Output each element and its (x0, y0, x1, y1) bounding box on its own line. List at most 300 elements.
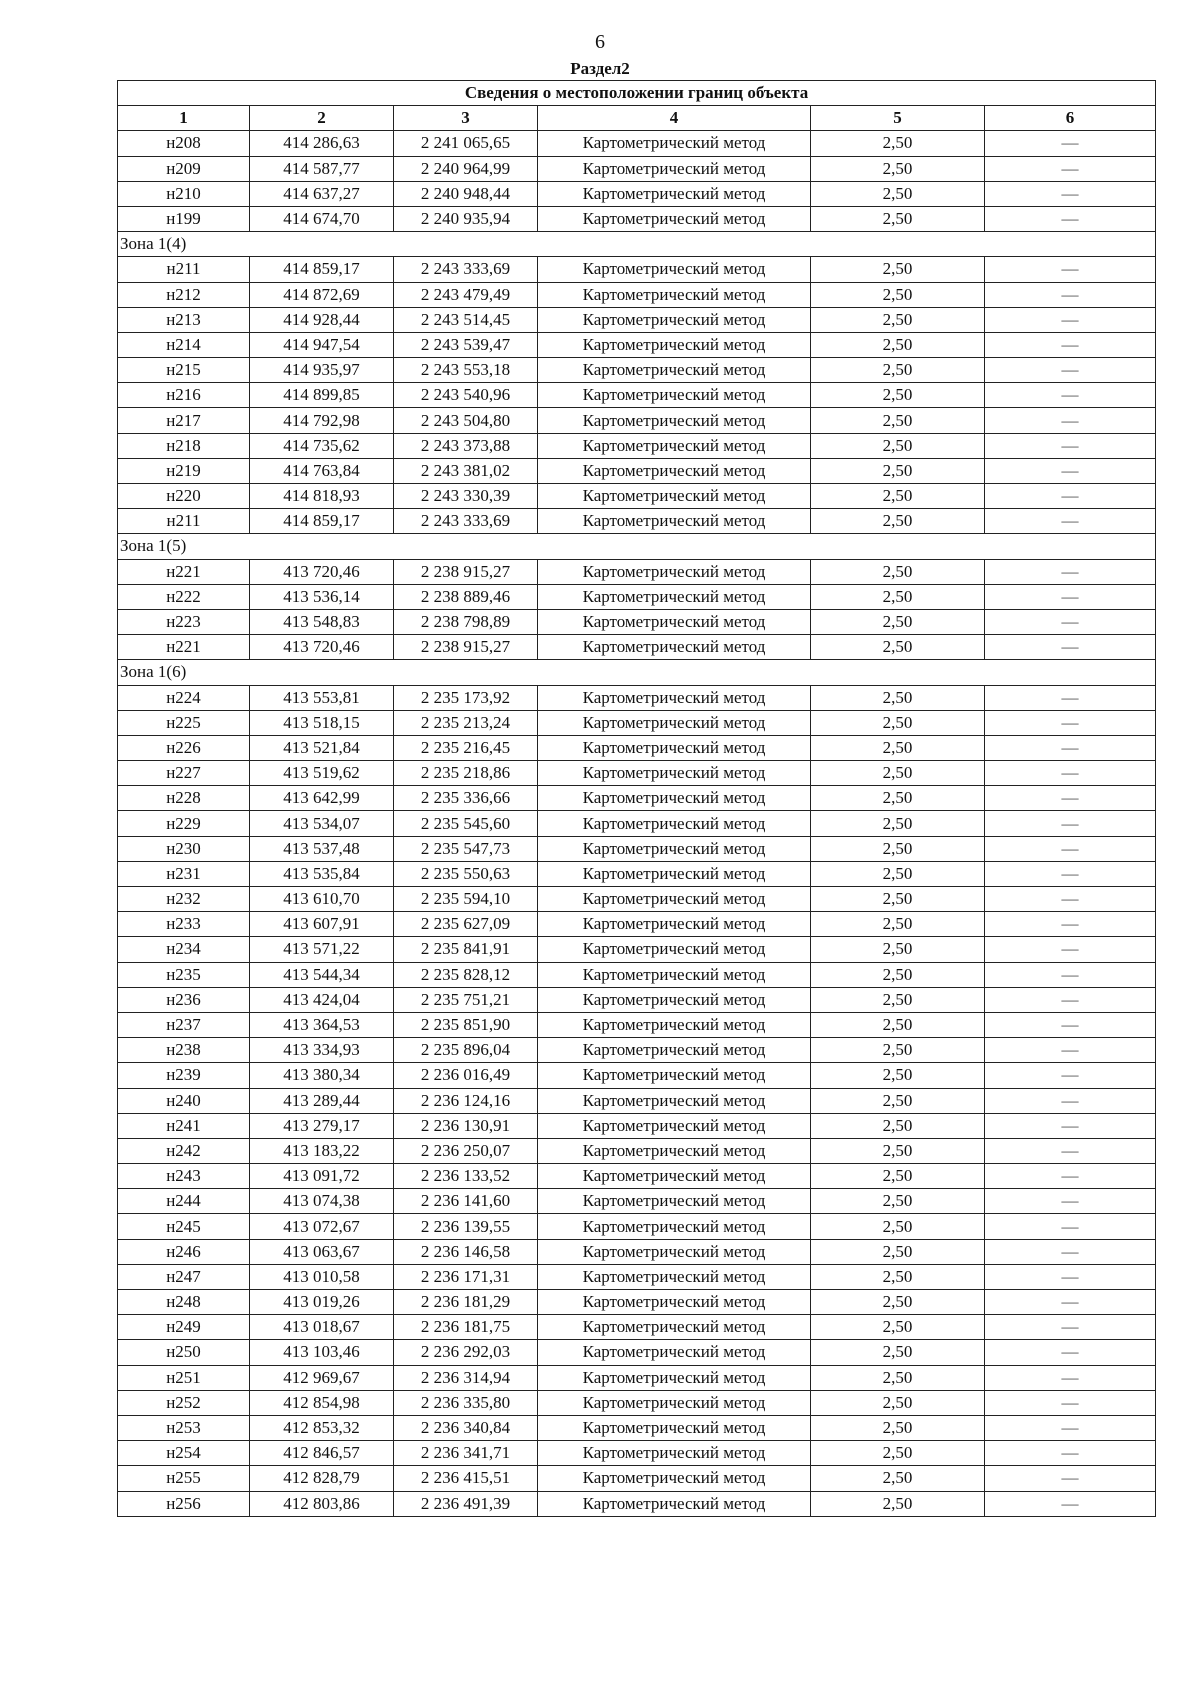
point-id-cell: н214 (118, 332, 250, 357)
accuracy-cell: 2,50 (811, 332, 985, 357)
accuracy-cell: 2,50 (811, 1340, 985, 1365)
x-coordinate-cell: 413 534,07 (250, 811, 394, 836)
description-cell: — (985, 1466, 1156, 1491)
x-coordinate-cell: 413 103,46 (250, 1340, 394, 1365)
y-coordinate-cell: 2 235 218,86 (394, 761, 538, 786)
y-coordinate-cell: 2 243 539,47 (394, 332, 538, 357)
table-row (118, 282, 1156, 307)
method-cell: Картометрический метод (538, 257, 811, 282)
y-coordinate-cell: 2 238 915,27 (394, 635, 538, 660)
method-cell: Картометрический метод (538, 1214, 811, 1239)
table-row (118, 1189, 1156, 1214)
y-coordinate-cell: 2 243 479,49 (394, 282, 538, 307)
point-id-cell: н227 (118, 761, 250, 786)
y-coordinate-cell: 2 243 330,39 (394, 484, 538, 509)
table-row (118, 1441, 1156, 1466)
column-header-2: 2 (250, 106, 394, 131)
accuracy-cell: 2,50 (811, 912, 985, 937)
x-coordinate-cell: 413 521,84 (250, 735, 394, 760)
description-cell: — (985, 484, 1156, 509)
description-cell: — (985, 408, 1156, 433)
column-header-6: 6 (985, 106, 1156, 131)
zone-header-row (118, 534, 1156, 559)
table-row (118, 761, 1156, 786)
table-row (118, 937, 1156, 962)
point-id-cell: н208 (118, 131, 250, 156)
point-id-cell: н241 (118, 1113, 250, 1138)
table-row (118, 1466, 1156, 1491)
description-cell: — (985, 1214, 1156, 1239)
x-coordinate-cell: 413 544,34 (250, 962, 394, 987)
description-cell: — (985, 181, 1156, 206)
x-coordinate-cell: 413 720,46 (250, 559, 394, 584)
method-cell: Картометрический метод (538, 358, 811, 383)
point-id-cell: н219 (118, 458, 250, 483)
point-id-cell: н199 (118, 206, 250, 231)
table-row (118, 887, 1156, 912)
point-id-cell: н213 (118, 307, 250, 332)
x-coordinate-cell: 414 763,84 (250, 458, 394, 483)
method-cell: Картометрический метод (538, 206, 811, 231)
table-row (118, 1012, 1156, 1037)
x-coordinate-cell: 412 854,98 (250, 1390, 394, 1415)
accuracy-cell: 2,50 (811, 433, 985, 458)
method-cell: Картометрический метод (538, 1189, 811, 1214)
x-coordinate-cell: 413 183,22 (250, 1138, 394, 1163)
column-header-row (118, 106, 1156, 131)
y-coordinate-cell: 2 236 141,60 (394, 1189, 538, 1214)
method-cell: Картометрический метод (538, 156, 811, 181)
description-cell: — (985, 206, 1156, 231)
y-coordinate-cell: 2 236 491,39 (394, 1491, 538, 1516)
description-cell: — (985, 1290, 1156, 1315)
description-cell: — (985, 1189, 1156, 1214)
x-coordinate-cell: 413 536,14 (250, 584, 394, 609)
x-coordinate-cell: 414 674,70 (250, 206, 394, 231)
description-cell: — (985, 710, 1156, 735)
x-coordinate-cell: 414 859,17 (250, 509, 394, 534)
description-cell: — (985, 1088, 1156, 1113)
accuracy-cell: 2,50 (811, 383, 985, 408)
accuracy-cell: 2,50 (811, 710, 985, 735)
description-cell: — (985, 257, 1156, 282)
method-cell: Картометрический метод (538, 1239, 811, 1264)
description-cell: — (985, 635, 1156, 660)
x-coordinate-cell: 413 642,99 (250, 786, 394, 811)
table-row (118, 811, 1156, 836)
table-row (118, 1491, 1156, 1516)
description-cell: — (985, 1164, 1156, 1189)
accuracy-cell: 2,50 (811, 1290, 985, 1315)
description-cell: — (985, 1441, 1156, 1466)
method-cell: Картометрический метод (538, 1138, 811, 1163)
x-coordinate-cell: 413 518,15 (250, 710, 394, 735)
x-coordinate-cell: 413 072,67 (250, 1214, 394, 1239)
description-cell: — (985, 987, 1156, 1012)
table-row (118, 584, 1156, 609)
accuracy-cell: 2,50 (811, 458, 985, 483)
method-cell: Картометрический метод (538, 761, 811, 786)
table-row (118, 1264, 1156, 1289)
point-id-cell: н256 (118, 1491, 250, 1516)
description-cell: — (985, 962, 1156, 987)
description-cell: — (985, 685, 1156, 710)
accuracy-cell: 2,50 (811, 1441, 985, 1466)
description-cell: — (985, 509, 1156, 534)
y-coordinate-cell: 2 236 146,58 (394, 1239, 538, 1264)
method-cell: Картометрический метод (538, 937, 811, 962)
y-coordinate-cell: 2 236 415,51 (394, 1466, 538, 1491)
description-cell: — (985, 1012, 1156, 1037)
point-id-cell: н224 (118, 685, 250, 710)
description-cell: — (985, 887, 1156, 912)
accuracy-cell: 2,50 (811, 1138, 985, 1163)
zone-label: Зона 1(5) (118, 534, 1156, 559)
method-cell: Картометрический метод (538, 861, 811, 886)
x-coordinate-cell: 414 859,17 (250, 257, 394, 282)
y-coordinate-cell: 2 235 216,45 (394, 735, 538, 760)
description-cell: — (985, 1390, 1156, 1415)
table-body (118, 131, 1156, 1516)
x-coordinate-cell: 414 792,98 (250, 408, 394, 433)
table-row (118, 710, 1156, 735)
table-row (118, 383, 1156, 408)
table-row (118, 408, 1156, 433)
y-coordinate-cell: 2 243 381,02 (394, 458, 538, 483)
point-id-cell: н246 (118, 1239, 250, 1264)
column-header-3: 3 (394, 106, 538, 131)
point-id-cell: н248 (118, 1290, 250, 1315)
method-cell: Картометрический метод (538, 836, 811, 861)
description-cell: — (985, 811, 1156, 836)
description-cell: — (985, 1264, 1156, 1289)
point-id-cell: н221 (118, 635, 250, 660)
point-id-cell: н211 (118, 509, 250, 534)
table-row (118, 358, 1156, 383)
accuracy-cell: 2,50 (811, 559, 985, 584)
y-coordinate-cell: 2 243 504,80 (394, 408, 538, 433)
accuracy-cell: 2,50 (811, 1264, 985, 1289)
accuracy-cell: 2,50 (811, 181, 985, 206)
y-coordinate-cell: 2 240 935,94 (394, 206, 538, 231)
x-coordinate-cell: 413 535,84 (250, 861, 394, 886)
description-cell: — (985, 559, 1156, 584)
accuracy-cell: 2,50 (811, 1063, 985, 1088)
accuracy-cell: 2,50 (811, 131, 985, 156)
x-coordinate-cell: 413 010,58 (250, 1264, 394, 1289)
table-row (118, 912, 1156, 937)
method-cell: Картометрический метод (538, 484, 811, 509)
description-cell: — (985, 1415, 1156, 1440)
point-id-cell: н211 (118, 257, 250, 282)
y-coordinate-cell: 2 243 540,96 (394, 383, 538, 408)
accuracy-cell: 2,50 (811, 1415, 985, 1440)
description-cell: — (985, 1239, 1156, 1264)
y-coordinate-cell: 2 241 065,65 (394, 131, 538, 156)
y-coordinate-cell: 2 243 333,69 (394, 257, 538, 282)
x-coordinate-cell: 414 637,27 (250, 181, 394, 206)
description-cell: — (985, 1315, 1156, 1340)
description-cell: — (985, 358, 1156, 383)
point-id-cell: н244 (118, 1189, 250, 1214)
point-id-cell: н237 (118, 1012, 250, 1037)
accuracy-cell: 2,50 (811, 937, 985, 962)
table-row (118, 433, 1156, 458)
method-cell: Картометрический метод (538, 1264, 811, 1289)
table-row (118, 559, 1156, 584)
table-row (118, 987, 1156, 1012)
table-row (118, 861, 1156, 886)
point-id-cell: н217 (118, 408, 250, 433)
x-coordinate-cell: 412 846,57 (250, 1441, 394, 1466)
x-coordinate-cell: 414 928,44 (250, 307, 394, 332)
point-id-cell: н220 (118, 484, 250, 509)
description-cell: — (985, 786, 1156, 811)
description-cell: — (985, 1491, 1156, 1516)
table-row (118, 735, 1156, 760)
method-cell: Картометрический метод (538, 811, 811, 836)
accuracy-cell: 2,50 (811, 1239, 985, 1264)
y-coordinate-cell: 2 235 751,21 (394, 987, 538, 1012)
method-cell: Картометрический метод (538, 307, 811, 332)
point-id-cell: н243 (118, 1164, 250, 1189)
accuracy-cell: 2,50 (811, 484, 985, 509)
y-coordinate-cell: 2 235 841,91 (394, 937, 538, 962)
accuracy-cell: 2,50 (811, 1038, 985, 1063)
x-coordinate-cell: 412 969,67 (250, 1365, 394, 1390)
table-row (118, 1239, 1156, 1264)
accuracy-cell: 2,50 (811, 156, 985, 181)
x-coordinate-cell: 412 828,79 (250, 1466, 394, 1491)
table-title-row (118, 81, 1156, 106)
method-cell: Картометрический метод (538, 383, 811, 408)
method-cell: Картометрический метод (538, 786, 811, 811)
point-id-cell: н221 (118, 559, 250, 584)
y-coordinate-cell: 2 238 915,27 (394, 559, 538, 584)
accuracy-cell: 2,50 (811, 408, 985, 433)
description-cell: — (985, 1063, 1156, 1088)
point-id-cell: н232 (118, 887, 250, 912)
y-coordinate-cell: 2 236 016,49 (394, 1063, 538, 1088)
point-id-cell: н233 (118, 912, 250, 937)
method-cell: Картометрический метод (538, 433, 811, 458)
method-cell: Картометрический метод (538, 710, 811, 735)
accuracy-cell: 2,50 (811, 987, 985, 1012)
y-coordinate-cell: 2 235 594,10 (394, 887, 538, 912)
accuracy-cell: 2,50 (811, 584, 985, 609)
method-cell: Картометрический метод (538, 408, 811, 433)
table-row (118, 786, 1156, 811)
accuracy-cell: 2,50 (811, 1365, 985, 1390)
accuracy-cell: 2,50 (811, 609, 985, 634)
accuracy-cell: 2,50 (811, 836, 985, 861)
x-coordinate-cell: 413 018,67 (250, 1315, 394, 1340)
table-row (118, 1315, 1156, 1340)
method-cell: Картометрический метод (538, 332, 811, 357)
accuracy-cell: 2,50 (811, 1315, 985, 1340)
method-cell: Картометрический метод (538, 609, 811, 634)
point-id-cell: н228 (118, 786, 250, 811)
y-coordinate-cell: 2 236 340,84 (394, 1415, 538, 1440)
table-row (118, 484, 1156, 509)
accuracy-cell: 2,50 (811, 509, 985, 534)
table-row (118, 1088, 1156, 1113)
description-cell: — (985, 584, 1156, 609)
description-cell: — (985, 1340, 1156, 1365)
description-cell: — (985, 1138, 1156, 1163)
table-row (118, 156, 1156, 181)
table-row (118, 1113, 1156, 1138)
description-cell: — (985, 307, 1156, 332)
point-id-cell: н242 (118, 1138, 250, 1163)
accuracy-cell: 2,50 (811, 1390, 985, 1415)
accuracy-cell: 2,50 (811, 1113, 985, 1138)
accuracy-cell: 2,50 (811, 786, 985, 811)
method-cell: Картометрический метод (538, 458, 811, 483)
description-cell: — (985, 609, 1156, 634)
zone-header-row (118, 232, 1156, 257)
y-coordinate-cell: 2 240 964,99 (394, 156, 538, 181)
table-row (118, 509, 1156, 534)
y-coordinate-cell: 2 236 139,55 (394, 1214, 538, 1239)
y-coordinate-cell: 2 235 547,73 (394, 836, 538, 861)
table-row (118, 206, 1156, 231)
point-id-cell: н239 (118, 1063, 250, 1088)
accuracy-cell: 2,50 (811, 887, 985, 912)
x-coordinate-cell: 414 735,62 (250, 433, 394, 458)
point-id-cell: н247 (118, 1264, 250, 1289)
point-id-cell: н215 (118, 358, 250, 383)
method-cell: Картометрический метод (538, 1088, 811, 1113)
zone-label: Зона 1(6) (118, 660, 1156, 685)
accuracy-cell: 2,50 (811, 685, 985, 710)
accuracy-cell: 2,50 (811, 811, 985, 836)
description-cell: — (985, 1113, 1156, 1138)
y-coordinate-cell: 2 236 314,94 (394, 1365, 538, 1390)
y-coordinate-cell: 2 238 798,89 (394, 609, 538, 634)
method-cell: Картометрический метод (538, 1441, 811, 1466)
table-row (118, 1038, 1156, 1063)
method-cell: Картометрический метод (538, 1063, 811, 1088)
description-cell: — (985, 1038, 1156, 1063)
accuracy-cell: 2,50 (811, 1088, 985, 1113)
point-id-cell: н229 (118, 811, 250, 836)
method-cell: Картометрический метод (538, 584, 811, 609)
table-row (118, 458, 1156, 483)
point-id-cell: н253 (118, 1415, 250, 1440)
method-cell: Картометрический метод (538, 1340, 811, 1365)
table-row (118, 332, 1156, 357)
point-id-cell: н250 (118, 1340, 250, 1365)
point-id-cell: н240 (118, 1088, 250, 1113)
method-cell: Картометрический метод (538, 1290, 811, 1315)
y-coordinate-cell: 2 235 828,12 (394, 962, 538, 987)
point-id-cell: н222 (118, 584, 250, 609)
table-row (118, 307, 1156, 332)
method-cell: Картометрический метод (538, 131, 811, 156)
y-coordinate-cell: 2 243 373,88 (394, 433, 538, 458)
x-coordinate-cell: 413 424,04 (250, 987, 394, 1012)
table-row (118, 1138, 1156, 1163)
method-cell: Картометрический метод (538, 1038, 811, 1063)
accuracy-cell: 2,50 (811, 1189, 985, 1214)
table-row (118, 685, 1156, 710)
accuracy-cell: 2,50 (811, 1164, 985, 1189)
y-coordinate-cell: 2 243 514,45 (394, 307, 538, 332)
point-id-cell: н209 (118, 156, 250, 181)
accuracy-cell: 2,50 (811, 735, 985, 760)
method-cell: Картометрический метод (538, 1491, 811, 1516)
point-id-cell: н238 (118, 1038, 250, 1063)
method-cell: Картометрический метод (538, 735, 811, 760)
x-coordinate-cell: 413 553,81 (250, 685, 394, 710)
x-coordinate-cell: 413 364,53 (250, 1012, 394, 1037)
point-id-cell: н252 (118, 1390, 250, 1415)
point-id-cell: н255 (118, 1466, 250, 1491)
accuracy-cell: 2,50 (811, 635, 985, 660)
x-coordinate-cell: 413 334,93 (250, 1038, 394, 1063)
accuracy-cell: 2,50 (811, 358, 985, 383)
accuracy-cell: 2,50 (811, 962, 985, 987)
point-id-cell: н230 (118, 836, 250, 861)
y-coordinate-cell: 2 236 181,29 (394, 1290, 538, 1315)
description-cell: — (985, 458, 1156, 483)
description-cell: — (985, 735, 1156, 760)
y-coordinate-cell: 2 235 173,92 (394, 685, 538, 710)
description-cell: — (985, 836, 1156, 861)
table-row (118, 1415, 1156, 1440)
y-coordinate-cell: 2 236 124,16 (394, 1088, 538, 1113)
y-coordinate-cell: 2 235 851,90 (394, 1012, 538, 1037)
table-row (118, 1340, 1156, 1365)
accuracy-cell: 2,50 (811, 282, 985, 307)
method-cell: Картометрический метод (538, 509, 811, 534)
description-cell: — (985, 433, 1156, 458)
x-coordinate-cell: 413 537,48 (250, 836, 394, 861)
accuracy-cell: 2,50 (811, 1466, 985, 1491)
x-coordinate-cell: 413 289,44 (250, 1088, 394, 1113)
method-cell: Картометрический метод (538, 1315, 811, 1340)
zone-header-row (118, 660, 1156, 685)
point-id-cell: н226 (118, 735, 250, 760)
table-row (118, 1390, 1156, 1415)
y-coordinate-cell: 2 236 171,31 (394, 1264, 538, 1289)
y-coordinate-cell: 2 236 130,91 (394, 1113, 538, 1138)
method-cell: Картометрический метод (538, 1113, 811, 1138)
x-coordinate-cell: 414 947,54 (250, 332, 394, 357)
x-coordinate-cell: 413 607,91 (250, 912, 394, 937)
point-id-cell: н236 (118, 987, 250, 1012)
table-row (118, 609, 1156, 634)
point-id-cell: н249 (118, 1315, 250, 1340)
x-coordinate-cell: 414 899,85 (250, 383, 394, 408)
point-id-cell: н223 (118, 609, 250, 634)
y-coordinate-cell: 2 235 627,09 (394, 912, 538, 937)
method-cell: Картометрический метод (538, 1164, 811, 1189)
y-coordinate-cell: 2 240 948,44 (394, 181, 538, 206)
x-coordinate-cell: 413 610,70 (250, 887, 394, 912)
description-cell: — (985, 912, 1156, 937)
point-id-cell: н245 (118, 1214, 250, 1239)
x-coordinate-cell: 414 872,69 (250, 282, 394, 307)
accuracy-cell: 2,50 (811, 861, 985, 886)
point-id-cell: н235 (118, 962, 250, 987)
method-cell: Картометрический метод (538, 1466, 811, 1491)
table-row (118, 131, 1156, 156)
table-row (118, 836, 1156, 861)
section-title: Раздел2 (570, 59, 630, 78)
table-row (118, 962, 1156, 987)
